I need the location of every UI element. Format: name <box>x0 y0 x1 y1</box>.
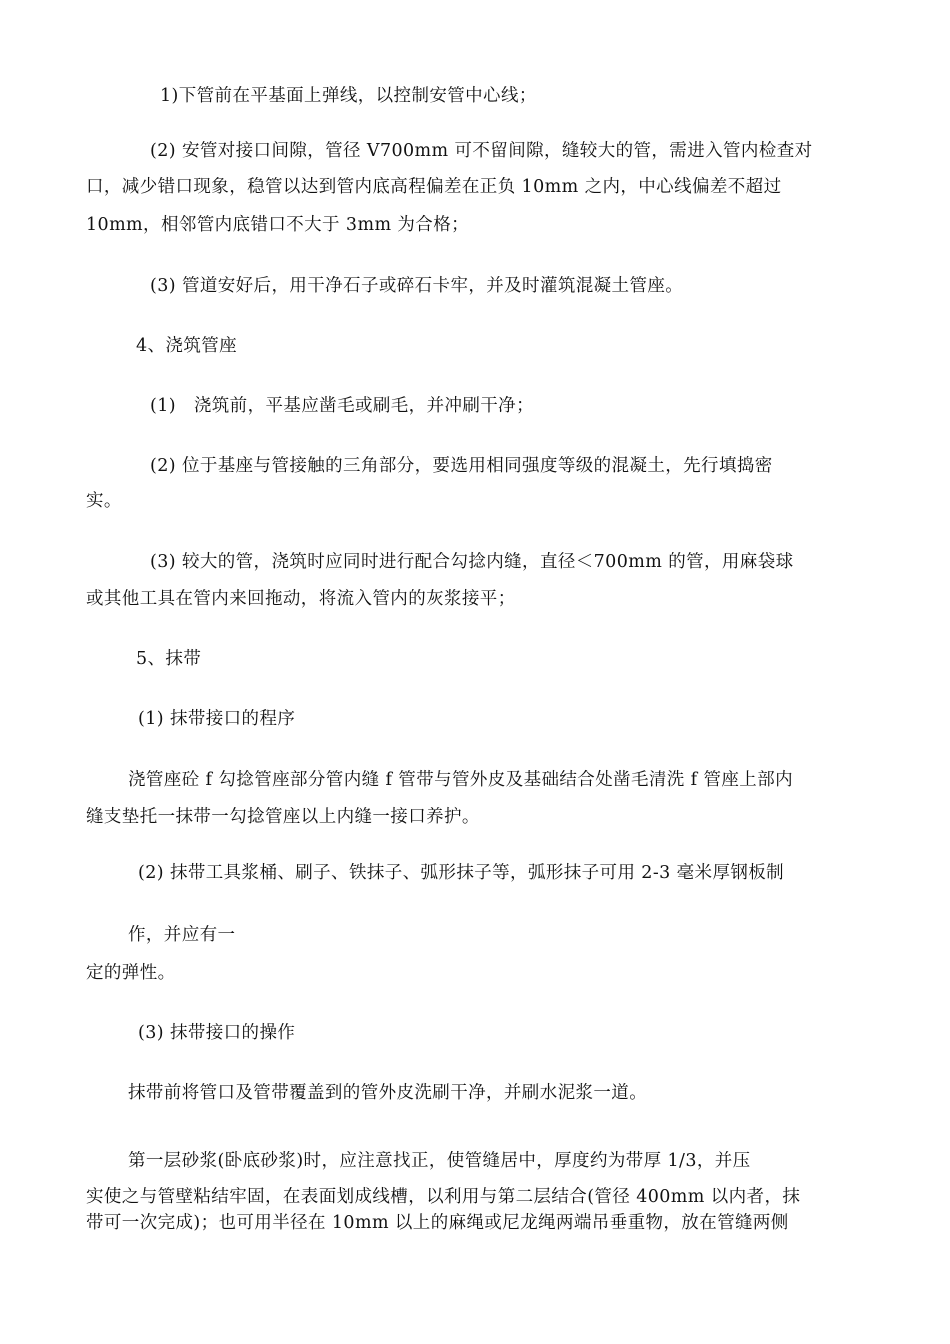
text-line: 定的弹性。 <box>86 963 176 983</box>
section-heading: 4、浇筑管座 <box>136 336 238 356</box>
text-line: 缝支垫托一抹带一勾捻管座以上内缝一接口养护。 <box>86 807 480 827</box>
text-line: (1) 浇筑前，平基应凿毛或刷毛，并冲刷干净； <box>150 396 534 416</box>
text-line: (2) 位于基座与管接触的三角部分，要选用相同强度等级的混凝土，先行填捣密 <box>150 456 773 476</box>
text-line: 实使之与管壁粘结牢固，在表面划成线槽，以利用与第二层结合(管径 400mm 以内者，抹 <box>86 1187 801 1207</box>
text-line: 或其他工具在管内来回拖动，将流入管内的灰浆接平； <box>86 589 516 609</box>
text-line: 第一层砂浆(卧底砂浆)时，应注意找正，使管缝居中，厚度约为带厚 1/3，并压 <box>128 1151 751 1171</box>
text-line: 口，减少错口现象，稳管以达到管内底高程偏差在正负 10mm 之内，中心线偏差不超过 <box>86 177 782 197</box>
section-heading: 5、抹带 <box>136 649 202 669</box>
text-line: 1)下管前在平基面上弹线，以控制安管中心线； <box>160 86 537 106</box>
text-line: (3) 抹带接口的操作 <box>138 1023 296 1043</box>
text-line: (2) 安管对接口间隙，管径 V700mm 可不留间隙，缝较大的管，需进入管内检查对 <box>150 141 813 161</box>
text-line: 实。 <box>86 491 122 511</box>
text-line: 作，并应有一 <box>128 925 236 945</box>
text-line: 带可一次完成)；也可用半径在 10mm 以上的麻绳或尼龙绳两端吊垂重物，放在管缝两侧 <box>86 1213 789 1233</box>
text-line: 浇管座砼 f 勾捻管座部分管内缝 f 管带与管外皮及基础结合处凿毛清洗 f 管座上部内 <box>128 770 794 790</box>
text-line: 10mm，相邻管内底错口不大于 3mm 为合格； <box>86 215 470 235</box>
text-line: 抹带前将管口及管带覆盖到的管外皮洗刷干净，并刷水泥浆一道。 <box>128 1083 648 1103</box>
text-line: (3) 管道安好后，用干净石子或碎石卡牢，并及时灌筑混凝土管座。 <box>150 276 684 296</box>
text-line: (1) 抹带接口的程序 <box>138 709 296 729</box>
text-line: (2) 抹带工具浆桶、刷子、铁抹子、弧形抹子等，弧形抹子可用 2-3 毫米厚钢板制 <box>138 863 785 883</box>
text-line: (3) 较大的管，浇筑时应同时进行配合勾捻内缝，直径＜700mm 的管，用麻袋球 <box>150 552 794 572</box>
